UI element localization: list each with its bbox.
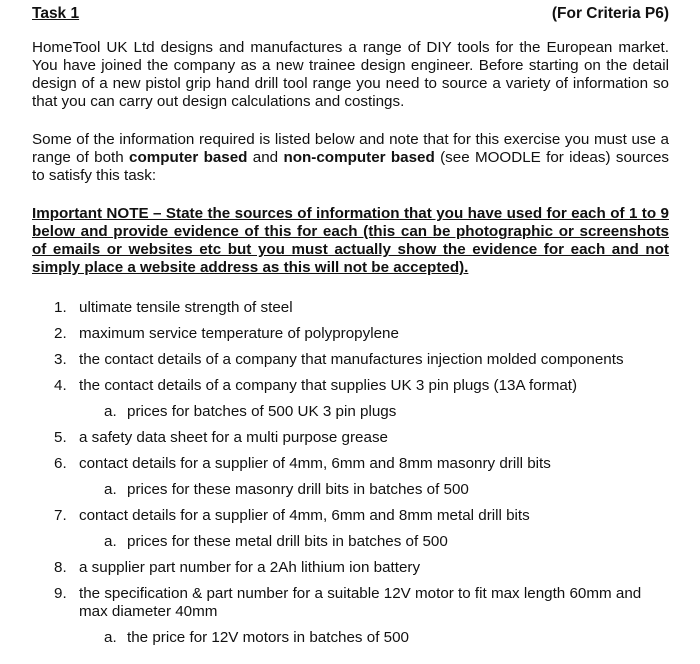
list-item bbox=[32, 507, 669, 525]
criteria-label: (For Criteria P6) bbox=[551, 5, 669, 22]
list-item bbox=[32, 559, 669, 577]
item-text: prices for these metal drill bits in batches of 500 bbox=[127, 533, 448, 550]
item-text: the contact details of a company that supplies UK 3 pin plugs (13A format) bbox=[79, 377, 578, 394]
task-title: Task 1 bbox=[32, 5, 80, 22]
intro-paragraph: HomeTool UK Ltd designs and manufactures a range of DIY tools for the European market. You have joined the company as a new trainee design engineer. Before starting on the detail design of a new pistol grip hand drill tool range you need to source a variety of information so that you can carry out design calculations and costings. bbox=[32, 39, 669, 110]
sources-text-1: Some of the information required is listed below and note that for this exercise you must use a range of both bbox=[32, 131, 669, 166]
item-text: a supplier part number for a 2Ah lithium ion battery bbox=[79, 559, 421, 576]
item-text: the specification & part number for a suitable 12V motor to fit max length 60mm and max diameter 40mm bbox=[79, 585, 642, 620]
item-text: prices for batches of 500 UK 3 pin plugs bbox=[127, 403, 397, 420]
computer-based-emphasis: computer based bbox=[129, 149, 248, 166]
sources-text-2: and bbox=[247, 149, 284, 166]
item-text: the contact details of a company that manufactures injection molded components bbox=[79, 351, 624, 368]
sources-text-3: (see MOODLE for ideas) sources to satisfy this task: bbox=[32, 149, 670, 184]
sub-list-item bbox=[32, 629, 669, 647]
item-letter: a. bbox=[104, 403, 117, 420]
document-page bbox=[32, 4, 669, 655]
sub-list-item bbox=[32, 533, 669, 551]
item-text: ultimate tensile strength of steel bbox=[79, 299, 293, 316]
item-number: 1. bbox=[54, 299, 67, 316]
item-number: 2. bbox=[54, 325, 67, 342]
item-number: 4. bbox=[54, 377, 67, 394]
list-item bbox=[32, 585, 669, 621]
sources-paragraph bbox=[32, 131, 669, 185]
item-number: 9. bbox=[54, 585, 67, 602]
sub-list-item bbox=[32, 481, 669, 499]
item-text: contact details for a supplier of 4mm, 6mm and 8mm masonry drill bits bbox=[79, 455, 551, 472]
item-number: 8. bbox=[54, 559, 67, 576]
item-number: 6. bbox=[54, 455, 67, 472]
item-text: contact details for a supplier of 4mm, 6mm and 8mm metal drill bits bbox=[79, 507, 530, 524]
item-text: the price for 12V motors in batches of 500 bbox=[127, 629, 409, 646]
item-number: 3. bbox=[54, 351, 67, 368]
item-letter: a. bbox=[104, 629, 117, 646]
list-item bbox=[32, 455, 669, 473]
important-note: Important NOTE – State the sources of information that you have used for each of 1 to 9 below and provide evidence of this for each (this can be photographic or screenshots of emails or websites etc but you must actually show the evidence for each and not simply place a website address as this will not be accepted). bbox=[32, 205, 669, 276]
list-item bbox=[32, 299, 669, 317]
item-number: 7. bbox=[54, 507, 67, 524]
item-letter: a. bbox=[104, 481, 117, 498]
sub-list-item bbox=[32, 403, 669, 421]
item-text: maximum service temperature of polypropylene bbox=[79, 325, 399, 342]
item-number: 5. bbox=[54, 429, 67, 446]
list-item bbox=[32, 377, 669, 395]
task-list bbox=[32, 299, 669, 647]
list-item bbox=[32, 325, 669, 343]
non-computer-based-emphasis: non-computer based bbox=[283, 149, 435, 166]
item-text: a safety data sheet for a multi purpose grease bbox=[79, 429, 388, 446]
item-letter: a. bbox=[104, 533, 117, 550]
item-text: prices for these masonry drill bits in batches of 500 bbox=[127, 481, 469, 498]
list-item bbox=[32, 429, 669, 447]
list-item bbox=[32, 351, 669, 369]
header-row bbox=[32, 4, 669, 24]
